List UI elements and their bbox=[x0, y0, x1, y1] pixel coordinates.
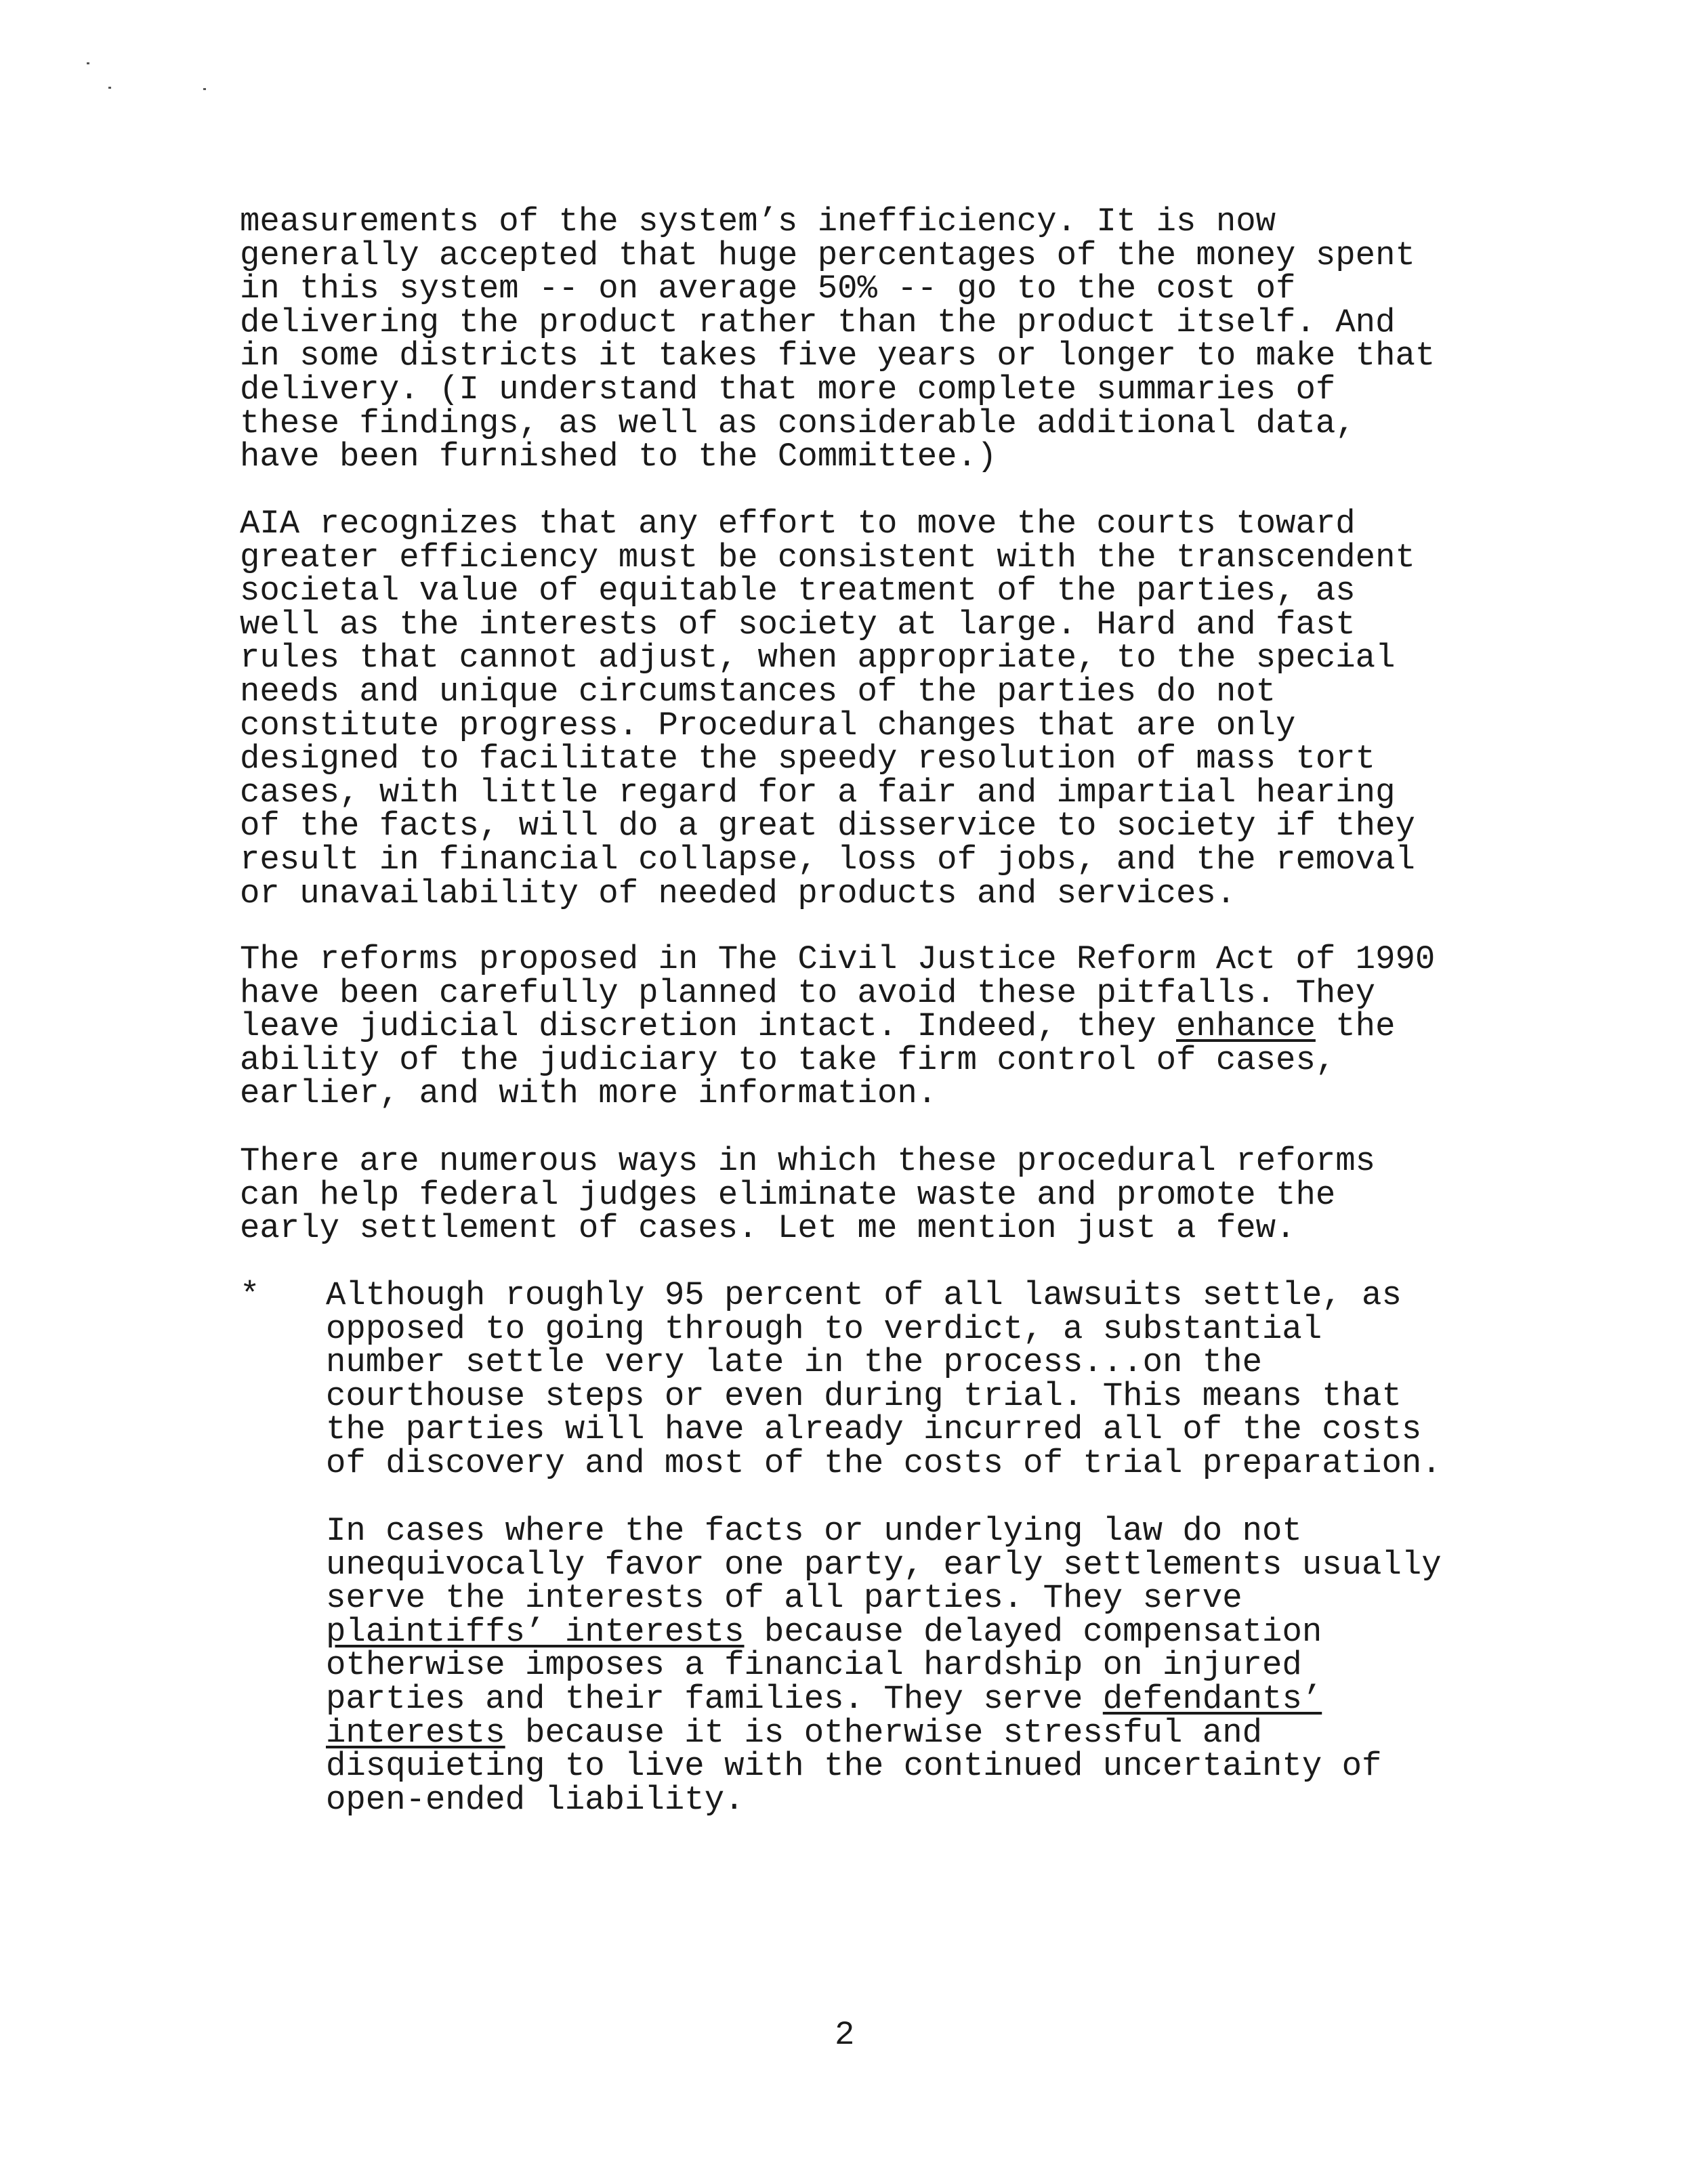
underlined-word-enhance: enhance bbox=[1176, 1007, 1316, 1046]
scan-speck bbox=[203, 88, 206, 90]
text-line: needs and unique circumstances of the parties do not bbox=[240, 672, 1276, 711]
text-line: delivering the product rather than the product itself. And bbox=[240, 303, 1396, 341]
text-segment: because delayed compensation bbox=[744, 1612, 1322, 1651]
text-line: The reforms proposed in The Civil Justice Reform Act of 1990 bbox=[240, 940, 1436, 978]
text-line: or unavailability of needed products and services. bbox=[240, 874, 1236, 912]
text-line bbox=[326, 1713, 1442, 1752]
text-line: societal value of equitable treatment of the parties, as bbox=[240, 572, 1356, 610]
text-segment: the bbox=[1315, 1007, 1396, 1046]
text-line: have been furnished to the Committee.) bbox=[240, 438, 997, 476]
text-line: greater efficiency must be consistent with the transcendent bbox=[240, 538, 1415, 576]
text-line: number settle very late in the process...on the bbox=[326, 1343, 1263, 1382]
text-line: disquieting to live with the continued uncertainty of bbox=[326, 1747, 1382, 1786]
text-line: well as the interests of society at large. Hard and fast bbox=[240, 605, 1356, 644]
paragraph-aia-recognizes bbox=[240, 507, 1415, 910]
text-line: constitute progress. Procedural changes that are only bbox=[240, 706, 1296, 744]
paragraph-reforms-proposed bbox=[240, 940, 1436, 1113]
text-segment: because it is otherwise stressful and bbox=[505, 1713, 1263, 1752]
bullet-item-settlement-timing bbox=[326, 1276, 1442, 1482]
bullet-asterisk: * bbox=[240, 1276, 260, 1314]
underlined-word-interests: interests bbox=[326, 1713, 505, 1752]
text-line: can help federal judges eliminate waste and promote the bbox=[240, 1175, 1336, 1214]
underlined-word-defendants: defendants’ bbox=[1102, 1679, 1322, 1718]
text-line: of the facts, will do a great disservice to society if they bbox=[240, 807, 1415, 845]
text-line: earlier, and with more information. bbox=[240, 1074, 938, 1113]
text-line: There are numerous ways in which these procedural reforms bbox=[240, 1142, 1376, 1180]
text-line: result in financial collapse, loss of jobs, and the removal bbox=[240, 840, 1415, 879]
text-line: cases, with little regard for a fair and impartial hearing bbox=[240, 773, 1396, 812]
text-line bbox=[326, 1612, 1442, 1651]
text-line bbox=[240, 1007, 1435, 1046]
text-line: early settlement of cases. Let me mention just a few. bbox=[240, 1209, 1296, 1248]
text-line: otherwise imposes a financial hardship on injured bbox=[326, 1646, 1302, 1685]
text-segment: parties and their families. They serve bbox=[326, 1679, 1103, 1718]
text-line: measurements of the system’s inefficiency. It is now bbox=[240, 203, 1276, 240]
text-line: In cases where the facts or underlying law do not bbox=[326, 1512, 1302, 1550]
text-line bbox=[326, 1679, 1442, 1718]
text-line: generally accepted that huge percentages of the money spent bbox=[240, 236, 1415, 274]
text-line: the parties will have already incurred all of the costs bbox=[326, 1410, 1422, 1449]
text-line: these findings, as well as considerable additional data, bbox=[240, 404, 1356, 442]
text-line: unequivocally favor one party, early settlements usually bbox=[326, 1545, 1442, 1584]
text-line: opposed to going through to verdict, a substantial bbox=[326, 1309, 1322, 1348]
text-line: delivery. (I understand that more complete summaries of bbox=[240, 370, 1336, 408]
text-line: rules that cannot adjust, when appropriate, to the special bbox=[240, 639, 1396, 677]
text-line: of discovery and most of the costs of trial preparation. bbox=[326, 1444, 1442, 1482]
paragraph-numerous-ways bbox=[240, 1142, 1376, 1248]
text-line: in this system -- on average 50% -- go to the cost of bbox=[240, 270, 1296, 308]
paragraph-system-inefficiency bbox=[240, 205, 1435, 474]
text-line: Although roughly 95 percent of all lawsuits settle, as bbox=[326, 1276, 1402, 1314]
text-line: ability of the judiciary to take firm control of cases, bbox=[240, 1041, 1336, 1079]
text-line: in some districts it takes five years or longer to make that bbox=[240, 337, 1436, 375]
text-line: serve the interests of all parties. They serve bbox=[326, 1579, 1242, 1618]
text-line: open-ended liability. bbox=[326, 1780, 745, 1819]
text-line: courthouse steps or even during trial. This means that bbox=[326, 1377, 1402, 1415]
page-number: 2 bbox=[835, 2016, 855, 2054]
scan-speck bbox=[87, 62, 89, 64]
text-line: AIA recognizes that any effort to move the courts toward bbox=[240, 505, 1356, 543]
paragraph-early-settlements bbox=[326, 1512, 1442, 1819]
text-line: designed to facilitate the speedy resolution of mass tort bbox=[240, 740, 1376, 778]
text-segment: leave judicial discretion intact. Indeed, they bbox=[240, 1007, 1177, 1046]
text-line: have been carefully planned to avoid these pitfalls. They bbox=[240, 973, 1376, 1012]
underlined-phrase-plaintiffs-interests: plaintiffs’ interests bbox=[326, 1612, 745, 1651]
scan-speck bbox=[108, 87, 111, 89]
